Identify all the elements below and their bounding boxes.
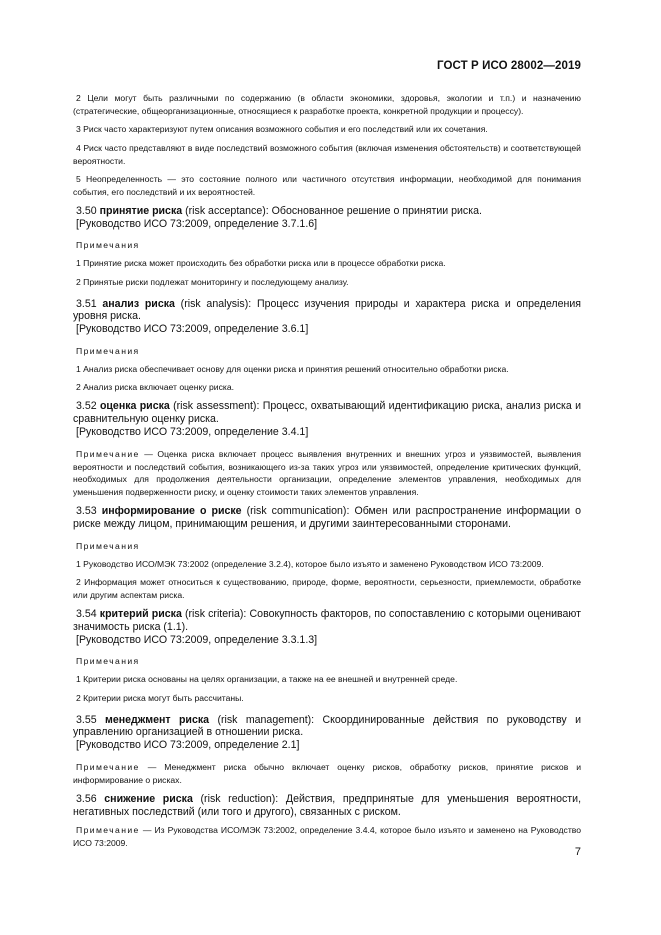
note-text: — Из Руководства ИСО/МЭК 73:2002, определение 3.4.4, которое было изъято и заменено на Руководство ИСО 73:2009. <box>73 825 581 849</box>
note-item: 1 Критерии риска основаны на целях организации, а также на ее внешней и внутренней среде. <box>76 674 458 685</box>
term-english: (risk communication): <box>246 505 350 518</box>
note-label: Примечание <box>76 762 140 772</box>
term-3-52 <box>73 400 581 426</box>
term-3-55 <box>73 714 581 740</box>
term-reference: [Руководство ИСО 73:2009, определение 3.3.1.3] <box>76 633 318 646</box>
term-number: 3.53 <box>76 505 97 518</box>
term-name: информирование о риске <box>101 505 242 518</box>
notes-heading: Примечания <box>76 656 140 667</box>
term-3-50 <box>73 205 581 218</box>
term-number: 3.51 <box>76 297 97 310</box>
single-note <box>73 761 581 787</box>
term-english: (risk reduction): <box>200 792 279 805</box>
term-3-51 <box>73 298 581 324</box>
note-text: — Оценка риска включает процесс выявления внутренних и внешних угроз и уязвимостей, выявления вероятности и последствий события, возникающего из-за таких угроз или уязвимостей, определение критических функций, необходимых для продолжения деятельности организации, определение элементов управления, необходимых для уменьшения подверженности риску, и оценку стоимости таких элементов управления. <box>73 448 581 498</box>
term-definition: Обоснованное решение о принятии риска. <box>271 204 482 217</box>
term-reference: [Руководство ИСО 73:2009, определение 3.6.1] <box>76 323 309 336</box>
term-reference: [Руководство ИСО 73:2009, определение 3.7.1.6] <box>76 217 318 230</box>
single-note <box>73 824 581 850</box>
term-definition: Процесс, охватывающий идентификацию риска, анализ риска и сравнительную оценку риска. <box>73 400 581 426</box>
term-3-56 <box>73 793 581 819</box>
document-code-header: ГОСТ Р ИСО 28002—2019 <box>436 60 581 72</box>
note-item: 2 Информация может относиться к существованию, природе, форме, вероятности, серьезности, приемлемости, обработке или другим аспектам риска. <box>73 577 581 601</box>
term-english: (risk assessment): <box>173 400 260 413</box>
single-note <box>73 448 581 500</box>
term-name: менеджмент риска <box>105 713 210 726</box>
term-english: (risk acceptance): <box>185 204 269 217</box>
note-item: 2 Анализ риска включает оценку риска. <box>76 382 234 393</box>
term-reference: [Руководство ИСО 73:2009, определение 2.1] <box>76 739 300 752</box>
note-item: 1 Анализ риска обеспечивает основу для оценки риска и принятия решений относительно обработки риска. <box>76 363 509 374</box>
note-item: 2 Критерии риска могут быть рассчитаны. <box>76 692 244 703</box>
intro-note-2: 2 Цели могут быть различными по содержанию (в области экономики, здоровья, экологии и т.п.) и назначению (стратегические, общеорганизационные, относящиеся к разработке проекта, конкретной продукции и процессу). <box>73 93 581 116</box>
page-content <box>73 92 581 850</box>
term-number: 3.55 <box>76 713 97 726</box>
note-item: 2 Принятые риски подлежат мониторингу и последующему анализу. <box>76 276 349 287</box>
note-label: Примечание <box>76 825 140 836</box>
page-number: 7 <box>574 846 581 858</box>
intro-note-3: 3 Риск часто характеризуют путем описания возможного события и его последствий или их сочетания. <box>76 124 488 135</box>
note-item: 1 Принятие риска может происходить без обработки риска или в процессе обработки риска. <box>76 258 446 269</box>
term-name: оценка риска <box>99 400 170 413</box>
term-english: (risk criteria): <box>184 608 247 620</box>
term-name: критерий риска <box>99 608 182 620</box>
term-name: принятие риска <box>99 204 183 217</box>
note-text: — Менеджмент риска обычно включает оценку рисков, обработку рисков, принятие рисков и информирование о рисках. <box>73 762 581 785</box>
note-label: Примечание <box>76 448 140 459</box>
term-definition: Действия, предпринятые для уменьшения вероятности, негативных последствий (или того и другого), связанных с риском. <box>73 792 582 818</box>
term-definition: Скоординированные действия по руководству и управлению организацией в отношении риска. <box>73 713 581 739</box>
term-english: (risk management): <box>217 713 315 726</box>
term-number: 3.56 <box>76 792 97 805</box>
term-english: (risk analysis): <box>180 297 252 310</box>
intro-note-4: 4 Риск часто представляют в виде последствий возможного события (включая изменения обстоятельств) и соответствующей вероятности. <box>73 142 581 166</box>
intro-note-5: 5 Неопределенность — это состояние полного или частичного отсутствия информации, необходимой для понимания события, его последствий и их вероятностей. <box>73 174 581 197</box>
term-name: анализ риска <box>102 297 175 310</box>
notes-heading: Примечания <box>76 346 140 357</box>
note-item: 1 Руководство ИСО/МЭК 73:2002 (определение 3.2.4), которое было изъято и заменено Руководством ИСО 73:2009. <box>76 558 544 569</box>
term-number: 3.52 <box>76 400 97 413</box>
notes-heading: Примечания <box>76 540 140 551</box>
term-number: 3.50 <box>76 204 97 217</box>
term-reference: [Руководство ИСО 73:2009, определение 3.4.1] <box>76 425 309 438</box>
term-definition: Обмен или распространение информации о риске между лицом, принимающим решения, и другими заинтересованными сторонами. <box>73 505 581 531</box>
term-3-53 <box>73 505 581 531</box>
term-3-54 <box>73 608 581 634</box>
notes-heading: Примечания <box>76 240 140 251</box>
term-name: снижение риска <box>104 792 193 805</box>
term-number: 3.54 <box>76 608 97 620</box>
term-definition: Совокупность факторов, по сопоставлению с которыми оценивают значимость риска (1.1). <box>73 608 581 633</box>
term-definition: Процесс изучения природы и характера риска и определения уровня риска. <box>73 297 582 323</box>
